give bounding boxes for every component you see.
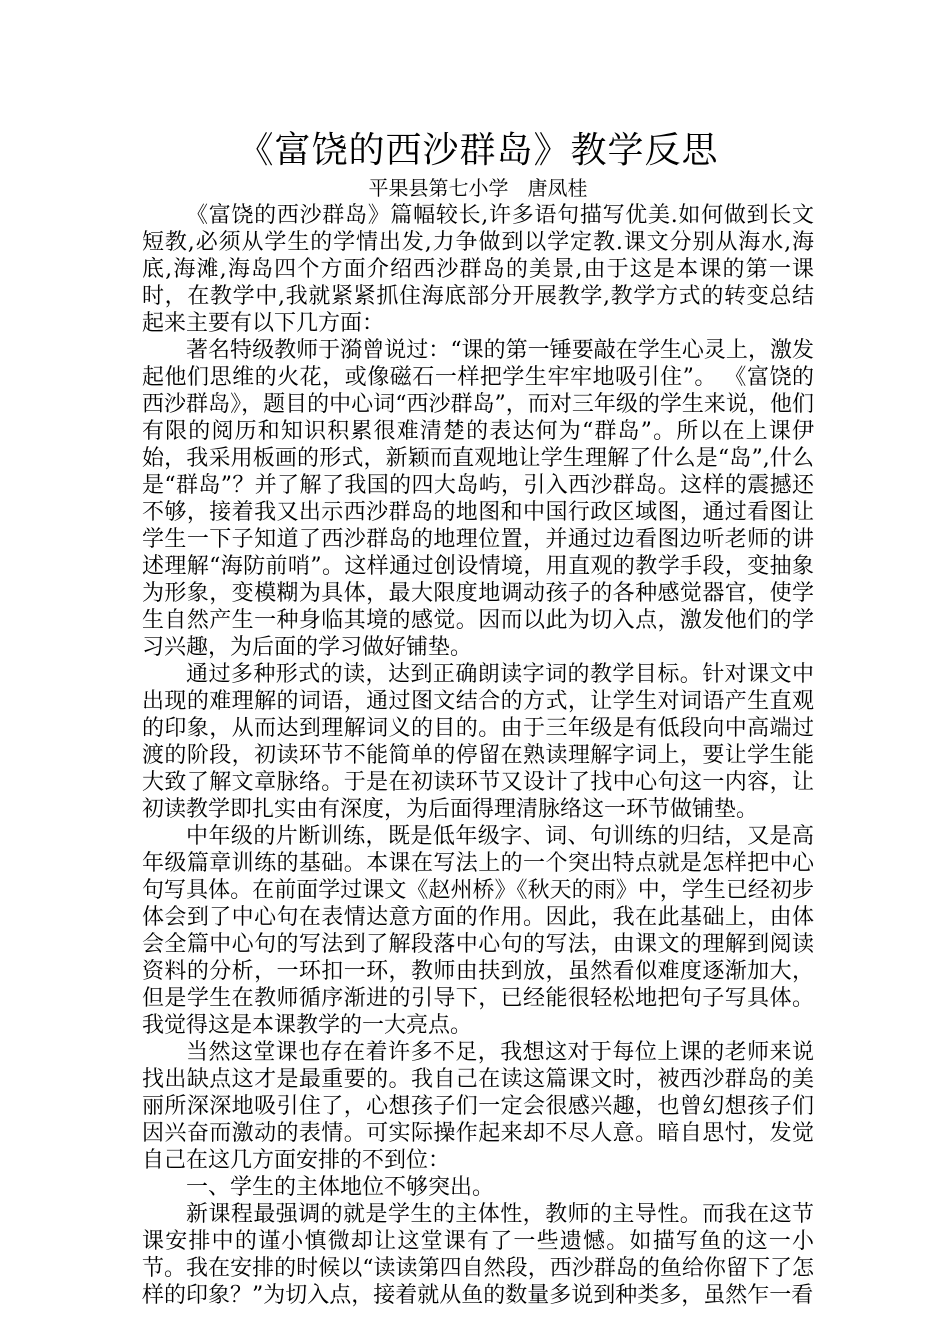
paragraph-1: 《富饶的西沙群岛》篇幅较长,许多语句描写优美.如何做到长文短教,必须从学生的学情出发,力争做到以学定教.课文分别从海水,海底,海滩,海岛四个方面介绍西沙群岛的美景,由于这是本课的第一课时，在教学中,我就紧紧抓住海底部分开展教学,教学方式的转变总结起来主要有以下几方面： xyxy=(142,203,814,336)
paragraph-2: 著名特级教师于漪曾说过：“课的第一锤要敲在学生心灵上，激发起他们思维的火花，或像磁石一样把学生牢牢地吸引住”。 《富饶的西沙群岛》，题目的中心词“西沙群岛”，而对三年级的学生来说，他们有限的阅历和知识积累很难清楚的表达何为“群岛”。所以在上课伊始，我采用板画的形式，新颖而直观地让学生理解了什么是“岛”,什么是“群岛”？并了解了我国的四大岛屿，引入西沙群岛。这样的震撼还不够，接着我又出示西沙群岛的地图和中国行政区域图，通过看图让学生一下子知道了西沙群岛的地理位置，并通过边看图边听老师的讲述理解“海防前哨”。这样通过创设情境，用直观的教学手段，变抽象为形象，变模糊为具体，最大限度地调动孩子的各种感觉器官，使学生自然产生一种身临其境的感觉。因而以此为切入点，激发他们的学习兴趣，为后面的学习做好铺垫。 xyxy=(142,338,814,660)
document-author: 平果县第七小学 唐凤桂 xyxy=(368,176,588,200)
paragraph-3: 通过多种形式的读，达到正确朗读字词的教学目标。针对课文中出现的难理解的词语，通过图文结合的方式，让学生对词语产生直观的印象，从而达到理解词义的目的。由于三年级是有低段向中高端过渡的阶段，初读环节不能简单的停留在熟读理解字词上，要让学生能大致了解文章脉络。于是在初读环节又设计了找中心句这一内容，让初读教学即扎实由有深度，为后面得理清脉络这一环节做铺垫。 xyxy=(142,662,814,822)
document-page xyxy=(142,128,814,1309)
paragraph-7: 新课程最强调的就是学生的主体性，教师的主导性。而我在这节课安排中的谨小慎微却让这堂课有了一些遗憾。如描写鱼的这一小节。我在安排的时候以“读读第四自然段，西沙群岛的鱼给你留下了怎样的印象？”为切入点，接着就从鱼的数量多说到种类多，虽然乍一看 xyxy=(142,1202,814,1308)
document-title: 《富饶的西沙群岛》教学反思 xyxy=(237,130,719,171)
paragraph-4: 中年级的片断训练，既是低年级字、词、句训练的归结，又是高年级篇章训练的基础。本课在写法上的一个突出特点就是怎样把中心句写具体。在前面学过课文《赵州桥》《秋天的雨》中，学生已经初步体会到了中心句在表情达意方面的作用。因此，我在此基础上，由体会全篇中心句的写法到了解段落中心句的写法，由课文的理解到阅读资料的分析，一环扣一环，教师由扶到放，虽然看似难度逐渐加大，但是学生在教师循序渐进的引导下，已经能很轻松地把句子写具体。我觉得这是本课教学的一大亮点。 xyxy=(142,824,814,1038)
paragraph-5: 当然这堂课也存在着许多不足，我想这对于每位上课的老师来说找出缺点这才是最重要的。我自己在读这篇课文时，被西沙群岛的美丽所深深地吸引住了，心想孩子们一定会很感兴趣，也曾幻想孩子们因兴奋而激动的表情。可实际操作起来却不尽人意。暗自思忖，发觉自己在这几方面安排的不到位： xyxy=(142,1040,814,1173)
paragraph-6: 一、学生的主体地位不够突出。 xyxy=(186,1175,495,1200)
